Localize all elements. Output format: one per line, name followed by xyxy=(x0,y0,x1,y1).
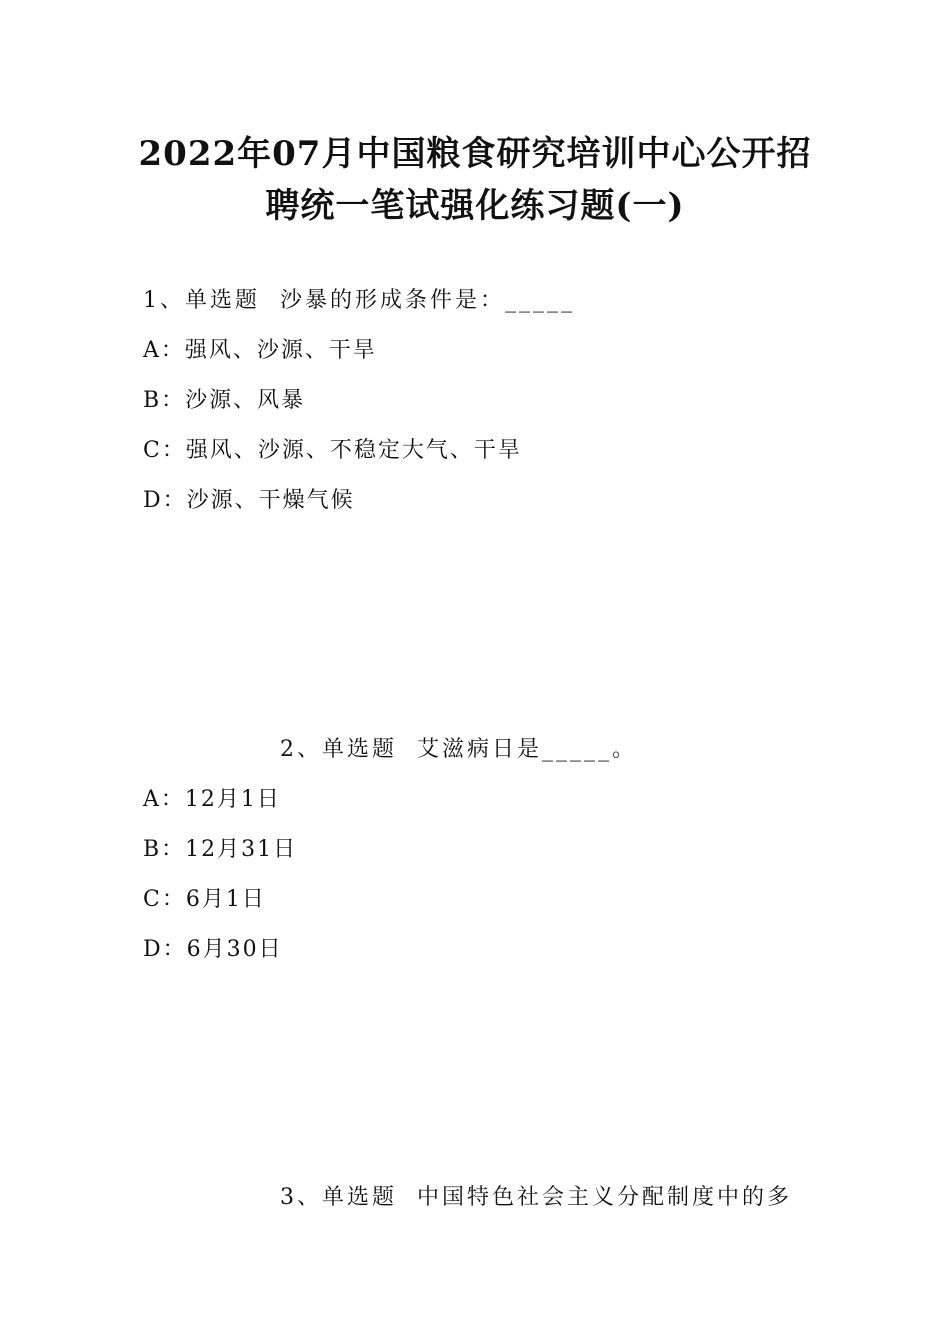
question-1-option-a: A：强风、沙源、干旱 xyxy=(143,338,377,363)
question-2-option-b: B：12月31日 xyxy=(143,837,298,862)
question-1-option-b: B：沙源、风暴 xyxy=(143,388,306,413)
title-line-2: 聘统一笔试强化练习题(一) xyxy=(265,186,685,226)
document-title xyxy=(110,128,840,232)
question-1-stem: 1、单选题 沙暴的形成条件是：_____ xyxy=(143,288,575,313)
title-line-1: 2022年07月中国粮食研究培训中心公开招 xyxy=(138,134,812,174)
question-2-option-d: D：6月30日 xyxy=(143,937,283,962)
question-3-stem: 3、单选题 中国特色社会主义分配制度中的多 xyxy=(280,1185,792,1210)
question-1-option-d: D：沙源、干燥气候 xyxy=(143,488,355,513)
question-2-option-c: C：6月1日 xyxy=(143,887,266,912)
question-2-stem: 2、单选题 艾滋病日是_____。 xyxy=(280,737,637,762)
question-2-option-a: A：12月1日 xyxy=(143,787,281,812)
question-1-option-c: C：强风、沙源、不稳定大气、干旱 xyxy=(143,438,522,463)
